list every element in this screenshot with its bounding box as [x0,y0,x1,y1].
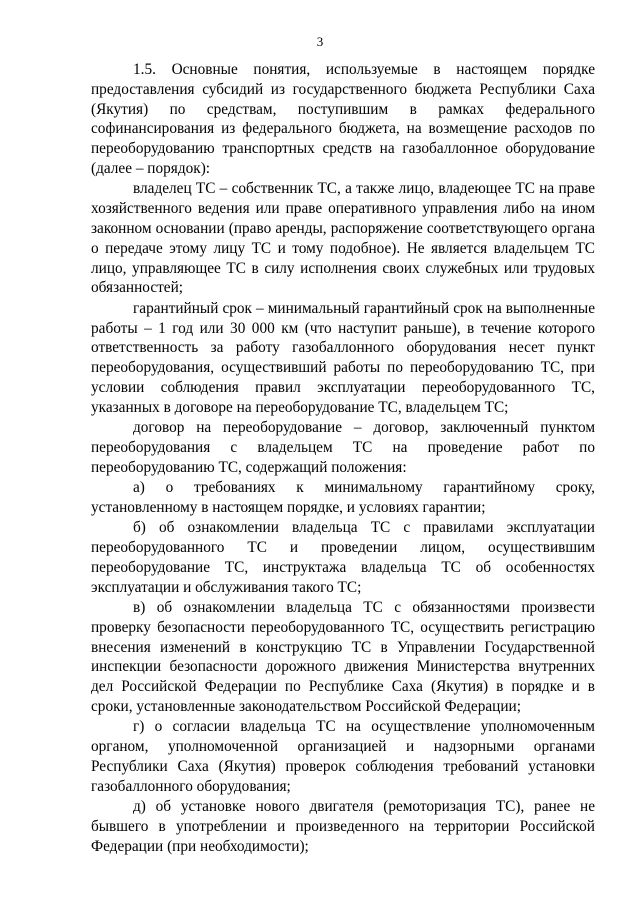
paragraph-item-b: б) об ознакомлении владельца ТС с правилами эксплуатации переоборудованного ТС и проведении лицом, осуществившим переоборудование ТС, инструктажа владельца ТС об особенностях эксплуатации и обслуживания такого ТС; [91,519,595,596]
paragraph-definitions-intro: 1.5. Основные понятия, используемые в настоящем порядке предоставления субсидий из государственного бюджета Республики Саха (Якутия) по средствам, поступившим в рамках федерального софинансирования из федерального бюджета, на возмещение расходов по переоборудованию транспортных средств на газобаллонное оборудование (далее – порядок): [91,61,595,177]
paragraph-item-a: а) о требованиях к минимальному гарантийному сроку, установленному в настоящем порядке, и условиях гарантии; [91,479,595,516]
paragraph-item-d: д) об установке нового двигателя (ремоторизация ТС), ранее не бывшего в употреблении и произведенного на территории Российской Федерации (при необходимости); [91,798,595,855]
paragraph-item-g: г) о согласии владельца ТС на осуществление уполномоченным органом, уполномоченной организацией и надзорными органами Республики Саха (Якутия) проверок соблюдения требований установки газобаллонного оборудования; [91,718,595,795]
document-body [91,60,595,857]
paragraph-item-v: в) об ознакомлении владельца ТС с обязанностями произвести проверку безопасности переоборудованного ТС, осуществить регистрацию внесения изменений в конструкцию ТС в Управлении Государственной инспекции безопасности дорожного движения Министерства внутренних дел Российской Федерации по Республике Саха (Якутия) в порядке и в сроки, установленные законодательством Российской Федерации; [91,599,595,716]
paragraph-conversion-contract: договор на переоборудование – договор, заключенный пунктом переоборудования с владельцем ТС на проведение работ по переоборудованию ТС, содержащий положения: [91,419,595,476]
paragraph-vehicle-owner: владелец ТС – собственник ТС, а также лицо, владеющее ТС на праве хозяйственного ведения или праве оперативного управления либо на ином законном основании (право аренды, распоряжение соответствующего органа о передаче этому лицу ТС и тому подобное). Не является владельцем ТС лицо, управляющее ТС в силу исполнения своих служебных или трудовых обязанностей; [91,180,595,297]
page-number: 3 [316,34,324,49]
paragraph-warranty-period: гарантийный срок – минимальный гарантийный срок на выполненные работы – 1 год или 30 000 км (что наступит раньше), в течение которого ответственность за работу газобаллонного оборудования несет пункт переоборудования, осуществивший работы по переоборудованию ТС, при условии соблюдения правил эксплуатации переоборудованного ТС, указанных в договоре на переоборудование ТС, владельцем ТС; [91,299,595,416]
